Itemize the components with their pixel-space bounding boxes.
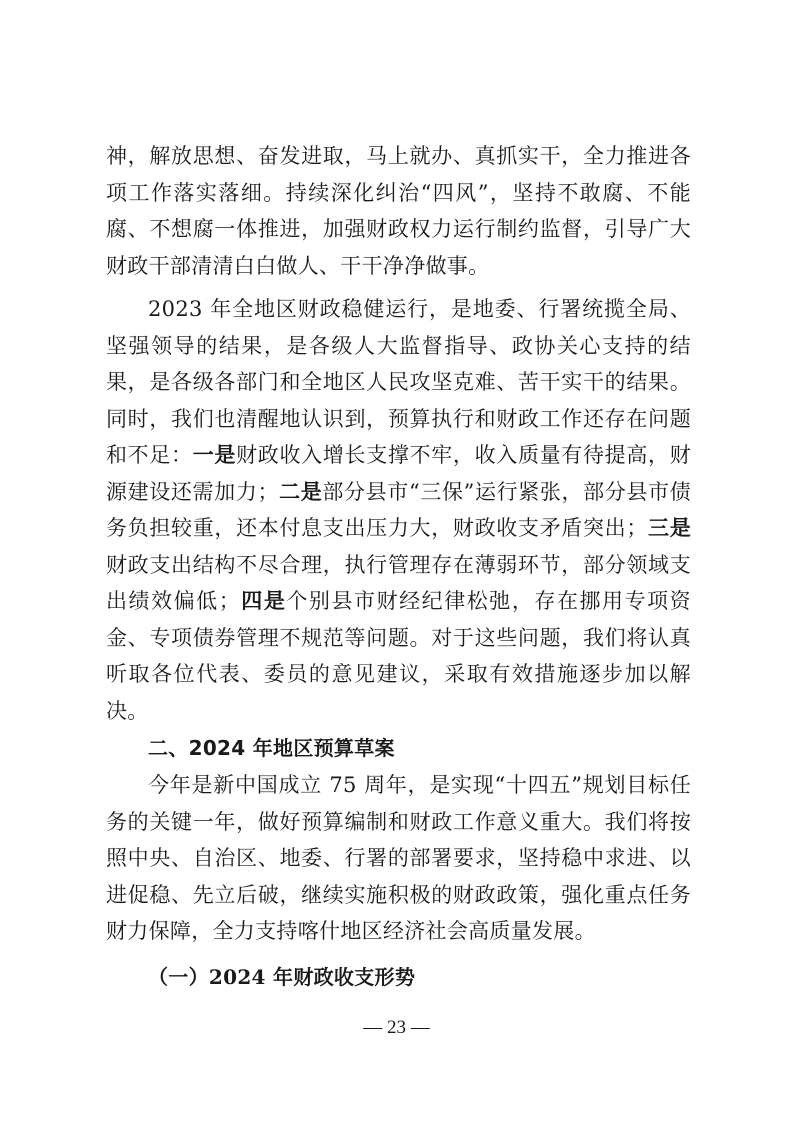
point-text-2: 部分县市“三保”运行紧张，部分县市债务负担较重，还本付息支出压力大，财政收支矛盾突出； — [106, 479, 691, 540]
subsection-heading: （一）2024 年财政收支形势 — [148, 964, 416, 989]
section-heading: 二、2024 年地区预算草案 — [148, 736, 395, 760]
paragraph-1: 神，解放思想、奋发进取，马上就办、真抓实干，全力推进各项工作落实落细。持续深化纠治“四风”，坚持不敢腐、不能腐、不想腐一体推进，加强财政权力运行制约监督，引导广大财政干部清清白白做人、干干净净做事。 — [106, 144, 691, 278]
paragraph-2 — [106, 291, 691, 729]
point-marker-1: 一是 — [192, 443, 237, 467]
point-marker-4: 四是 — [240, 589, 287, 613]
page-number: — 23 — — [363, 1017, 430, 1038]
point-text-4: 个别县市财经纪律松弛，存在挪用专项资金、专项债券管理不规范等问题。对于这些问题，我们将认真听取各位代表、委员的意见建议，采取有效措施逐步加以解决。 — [106, 589, 691, 723]
point-marker-3: 三是 — [647, 516, 692, 540]
point-text-1: 财政收入增长支撑不牢，收入质量有待提高，财源建设还需加力； — [106, 443, 692, 504]
point-marker-2: 二是 — [278, 479, 323, 504]
paragraph-3: 今年是新中国成立 75 周年，是实现“十四五”规划目标任务的关键一年，做好预算编制和财政工作意义重大。我们将按照中央、自治区、地委、行署的部署要求，坚持稳中求进、以进促稳、先立后破，继续实施积极的财政政策，强化重点任务财力保障，全力支持喀什地区经济社会高质量发展。 — [106, 773, 691, 943]
point-text-3: 财政支出结构不尽合理，执行管理存在薄弱环节，部分领域支出绩效偏低； — [106, 552, 691, 613]
document-body — [106, 138, 691, 996]
paragraph-2-intro: 2023 年全地区财政稳健运行，是地委、行署统揽全局、坚强领导的结果，是各级人大监督指导、政协关心支持的结果，是各级各部门和全地区人民攻坚克难、苦干实干的结果。同时，我们也清醒地认识到，预算执行和财政工作还存在问题和不足： — [106, 297, 691, 467]
